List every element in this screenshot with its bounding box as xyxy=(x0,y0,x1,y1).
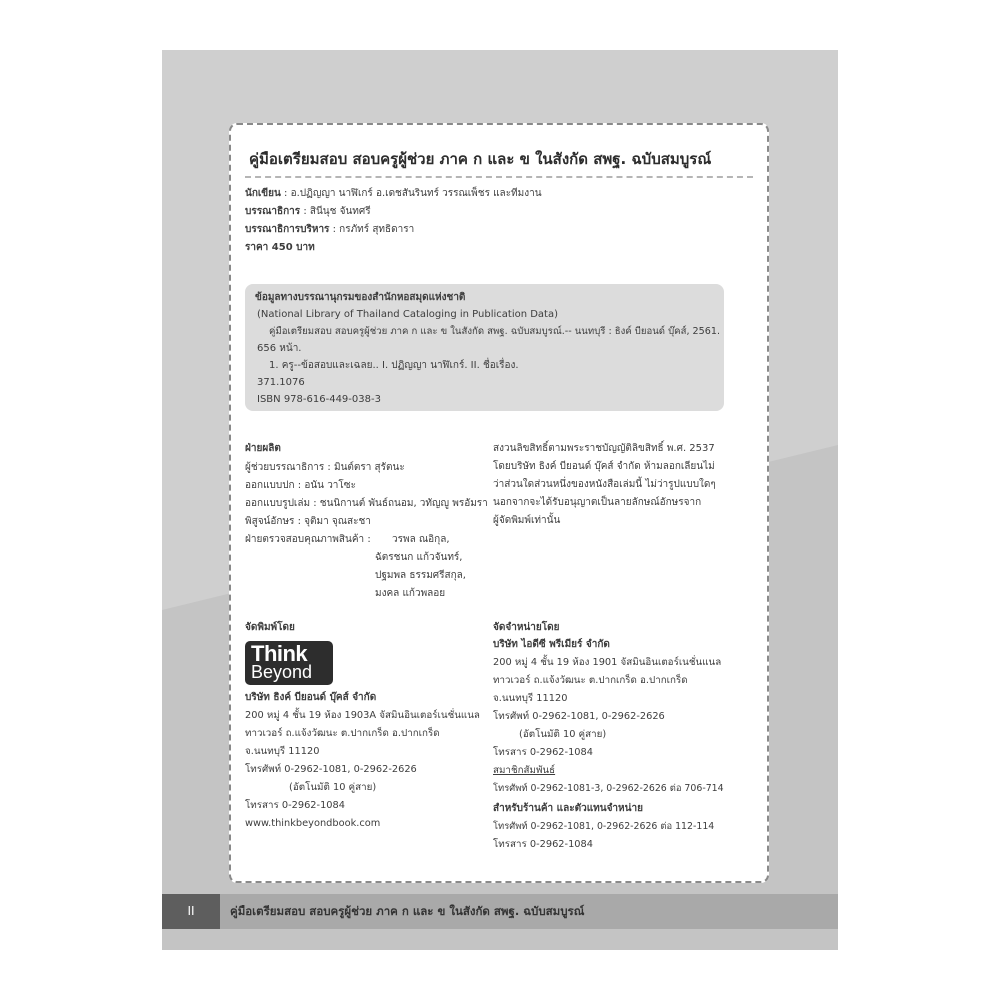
qc-name: วรพล ณอิกุล, xyxy=(392,534,450,545)
editor-value: : สินีนุช จันทศรี xyxy=(300,206,371,217)
distributor-phone-note: (อัตโนมัติ 10 คู่สาย) xyxy=(519,729,607,740)
copyright-line: ว่าส่วนใดส่วนหนึ่งของหนังสือเล่มนี้ ไม่ว่ารูปแบบใดๆ xyxy=(493,479,716,490)
distributor-address: ทาวเวอร์ ถ.แจ้งวัฒนะ ต.ปากเกร็ด อ.ปากเกร็ด xyxy=(493,675,688,686)
copyright-line: นอกจากจะได้รับอนุญาตเป็นลายลักษณ์อักษรจาก xyxy=(493,497,702,508)
logo-text-beyond: Beyond xyxy=(251,662,313,682)
stores-heading: สำหรับร้านค้า และตัวแทนจำหน่าย xyxy=(493,803,643,814)
distributor-company: บริษัท ไอดีซี พรีเมียร์ จำกัด xyxy=(493,639,610,650)
editor-line xyxy=(245,205,371,219)
stores-fax: โทรสาร 0-2962-1084 xyxy=(493,839,594,850)
think-beyond-logo xyxy=(245,641,333,685)
distributor-fax: โทรสาร 0-2962-1084 xyxy=(493,747,594,758)
cip-subjects: 1. ครู--ข้อสอบและเฉลย.. I. ปฏิญญา นาฬิเกร์. II. ชื่อเรื่อง. xyxy=(269,360,519,371)
qc-label: ฝ่ายตรวจสอบคุณภาพสินค้า : xyxy=(245,534,371,545)
copyright-line: โดยบริษัท ธิงค์ บียอนด์ บุ๊คส์ จำกัด ห้ามลอกเลียนไม่ xyxy=(493,461,715,472)
members-heading: สมาชิกสัมพันธ์ xyxy=(493,765,556,776)
qc-name: ฉัตรชนก แก้วจันทร์, xyxy=(375,552,463,563)
production-line: ผู้ช่วยบรรณาธิการ : มินต์ตรา สุรัตนะ xyxy=(245,462,405,473)
logo-text-think: Think xyxy=(251,641,308,666)
author-label: นักเขียน xyxy=(245,188,281,199)
cip-pages: 656 หน้า. xyxy=(257,343,302,354)
production-line: พิสูจน์อักษร : จุติมา จุณสะชา xyxy=(245,516,371,527)
publisher-heading: จัดพิมพ์โดย xyxy=(245,622,295,633)
publisher-phone: โทรศัพท์ 0-2962-1081, 0-2962-2626 xyxy=(245,764,417,775)
publisher-company: บริษัท ธิงค์ บียอนด์ บุ๊คส์ จำกัด xyxy=(245,692,377,703)
publisher-address: ทาวเวอร์ ถ.แจ้งวัฒนะ ต.ปากเกร็ด อ.ปากเกร็ด xyxy=(245,728,440,739)
stores-phone: โทรศัพท์ 0-2962-1081, 0-2962-2626 ต่อ 112-114 xyxy=(493,821,715,832)
production-line: ออกแบบปก : อนัน วาโซะ xyxy=(245,480,356,491)
cip-isbn: ISBN 978-616-449-038-3 xyxy=(257,394,381,405)
qc-name: ปฐมพล ธรรมศรีสกุล, xyxy=(375,570,466,581)
cip-box xyxy=(245,284,724,411)
cip-classification: 371.1076 xyxy=(257,377,305,388)
publisher-website[interactable]: www.thinkbeyondbook.com xyxy=(245,818,381,829)
price: ราคา 450 บาท xyxy=(245,242,315,253)
title-divider xyxy=(245,176,753,178)
qc-name: มงคล แก้วพลอย xyxy=(375,588,446,599)
editor-label: บรรณาธิการ xyxy=(245,206,301,217)
distributor-address: จ.นนทบุรี 11120 xyxy=(493,693,568,704)
copyright-line: สงวนลิขสิทธิ์ตามพระราชบัญญัติลิขสิทธิ์ พ.ศ. 2537 xyxy=(493,443,715,454)
running-title: คู่มือเตรียมสอบ สอบครูผู้ช่วย ภาค ก และ ข ในสังกัด สพฐ. ฉบับสมบูรณ์ xyxy=(230,904,585,918)
page-sheet xyxy=(162,50,838,950)
distributor-heading: จัดจำหน่ายโดย xyxy=(493,622,560,633)
distributor-address: 200 หมู่ 4 ชั้น 19 ห้อง 1901 จัสมินอินเตอร์เนชั่นแนล xyxy=(493,657,722,668)
exec-editor-value: : กรภัทร์ สุทธิดารา xyxy=(329,224,415,235)
page-footer xyxy=(162,894,838,929)
distributor-phone: โทรศัพท์ 0-2962-1081, 0-2962-2626 xyxy=(493,711,665,722)
cip-subheading: (National Library of Thailand Cataloging in Publication Data) xyxy=(257,309,559,320)
page-number: II xyxy=(162,894,220,929)
production-heading: ฝ่ายผลิต xyxy=(245,443,281,454)
cip-entry: คู่มือเตรียมสอบ สอบครูผู้ช่วย ภาค ก และ ข ในสังกัด สพฐ. ฉบับสมบูรณ์.-- นนทบุรี : ธิงค์ บียอนด์ บุ๊คส์, 2561. xyxy=(269,326,721,337)
book-title: คู่มือเตรียมสอบ สอบครูผู้ช่วย ภาค ก และ ข ในสังกัด สพฐ. ฉบับสมบูรณ์ xyxy=(249,150,712,168)
publisher-phone-note: (อัตโนมัติ 10 คู่สาย) xyxy=(289,782,377,793)
copyright-line: ผู้จัดพิมพ์เท่านั้น xyxy=(493,515,561,526)
exec-editor-line xyxy=(245,223,414,237)
production-line: ออกแบบรูปเล่ม : ชนนิกานต์ พันธ์ถนอม, วทัญญู พรอัมรา xyxy=(245,498,488,509)
author-value: : อ.ปฏิญญา นาฬิเกร์ อ.เดชสันรินทร์ วรรณเพ็ชร และทีมงาน xyxy=(280,188,542,199)
exec-editor-label: บรรณาธิการบริหาร xyxy=(245,224,330,235)
info-card xyxy=(229,123,769,883)
publisher-address: จ.นนทบุรี 11120 xyxy=(245,746,320,757)
publisher-fax: โทรสาร 0-2962-1084 xyxy=(245,800,346,811)
author-line xyxy=(245,187,542,201)
members-phone: โทรศัพท์ 0-2962-1081-3, 0-2962-2626 ต่อ 706-714 xyxy=(493,783,724,794)
publisher-address: 200 หมู่ 4 ชั้น 19 ห้อง 1903A จัสมินอินเตอร์เนชั่นแนล xyxy=(245,710,480,721)
cip-heading: ข้อมูลทางบรรณานุกรมของสำนักหอสมุดแห่งชาติ xyxy=(255,292,466,303)
